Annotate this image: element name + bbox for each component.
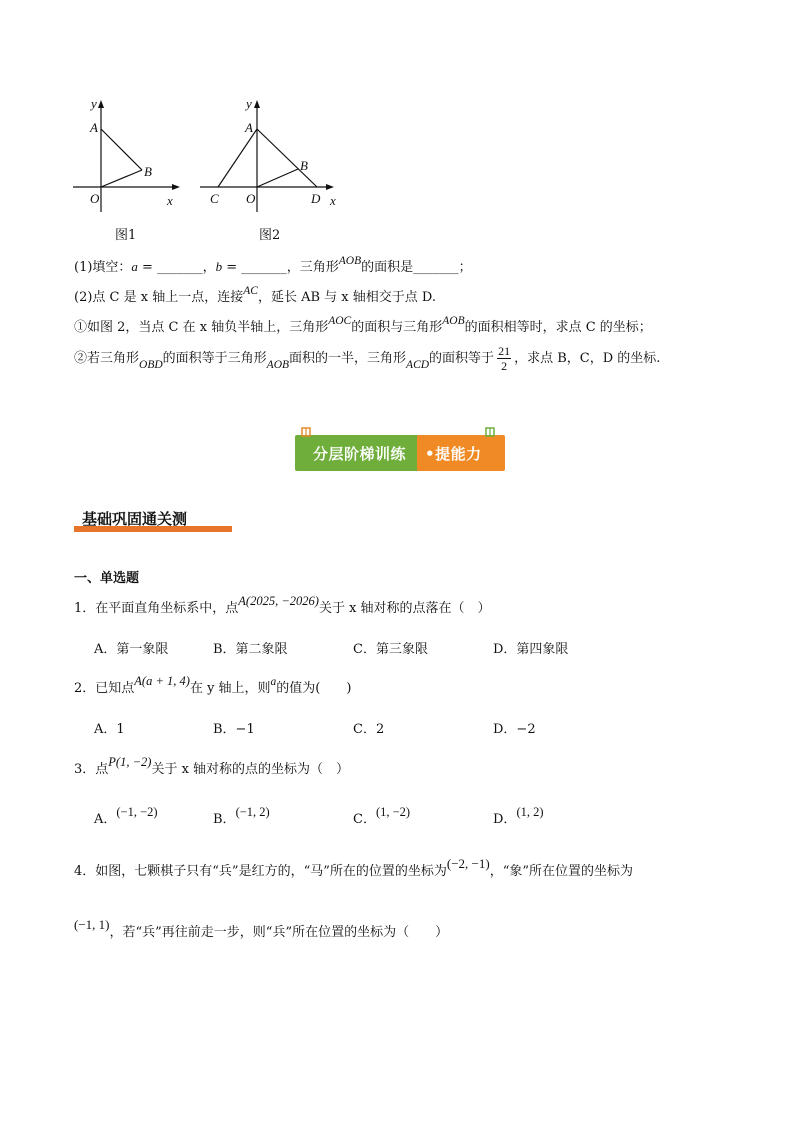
banner-left-text: 分层阶梯训练 — [313, 445, 407, 463]
question-4-line-2: (−1, 1)，若“兵”再往前走一步，则“兵”所在位置的坐标为（ ） — [74, 917, 449, 940]
q3-option-b[interactable]: B．(−1, 2) — [213, 805, 270, 827]
fig2-caption: 图2 — [259, 228, 281, 243]
banner-right-text: •提能力 — [425, 445, 482, 463]
fig1-label-o: O — [90, 191, 100, 206]
fig2-label-c: C — [210, 191, 219, 206]
fig1-label-x: x — [167, 193, 173, 208]
q2-option-c[interactable]: C．2 — [353, 722, 385, 737]
problem-part-2: (2)点 C 是 x 轴上一点，连接AC，延长 AB 与 x 轴相交于点 D. — [74, 285, 436, 305]
fig1-label-y: y — [91, 96, 97, 111]
problem-part-2-2: ②若三角形OBD的面积等于三角形AOB面积的一半，三角形ACD的面积等于 $\frac{21}{2}$ ，求点 B，C，D 的坐标. — [74, 344, 661, 373]
q2-option-d[interactable]: D．−2 — [493, 722, 536, 737]
clip-icon — [301, 427, 311, 437]
q3-option-d[interactable]: D．(1, 2) — [493, 805, 544, 827]
fig2-label-o: O — [246, 191, 256, 206]
question-4-line-1: 4．如图，七颗棋子只有“兵”是红方的，“马”所在的位置的坐标为(−2, −1)，“象”所在位置的坐标为 — [74, 856, 633, 879]
fig1-label-b: B — [144, 164, 152, 179]
clip-icon — [485, 427, 495, 437]
q1-option-d[interactable]: D．第四象限 — [493, 642, 569, 657]
fig2-label-y: y — [246, 96, 252, 111]
fig2-label-x: x — [330, 193, 336, 208]
problem-part-1: (1)填空：a = _______，b = _______，三角形AOB的面积是_______； — [74, 255, 472, 275]
fig2-label-b: B — [300, 158, 308, 173]
section-title: 基础巩固通关测 — [82, 510, 188, 528]
q2-option-a[interactable]: A．1 — [94, 722, 125, 737]
fig2-label-d: D — [311, 191, 321, 206]
q1-option-a[interactable]: A．第一象限 — [94, 642, 169, 657]
problem-part-2-1: ①如图 2，当点 C 在 x 轴负半轴上，三角形AOC的面积与三角形AOB的面积相等时，求点 C 的坐标； — [74, 315, 652, 335]
q1-option-c[interactable]: C．第三象限 — [353, 642, 428, 657]
question-2: 2．已知点A(a + 1, 4)在 y 轴上，则a的值为( ) — [74, 674, 352, 696]
fig1-caption: 图1 — [115, 228, 137, 243]
q2-option-b[interactable]: B．−1 — [213, 722, 255, 737]
question-3: 3．点P(1, −2)关于 x 轴对称的点的坐标为（ ） — [74, 755, 350, 777]
training-banner — [295, 433, 505, 471]
fig1-label-a: A — [90, 120, 98, 135]
q1-option-b[interactable]: B．第二象限 — [213, 642, 288, 657]
q3-option-a[interactable]: A．(−1, −2) — [94, 805, 158, 827]
fraction-21-over-2: $\frac{21}{2}$ — [498, 344, 511, 373]
section-subtitle: 一、单选题 — [74, 571, 140, 586]
q3-option-c[interactable]: C．(1, −2) — [353, 805, 411, 827]
fig2-label-a: A — [245, 120, 253, 135]
question-1: 1．在平面直角坐标系中，点A(2025, −2026)关于 x 轴对称的点落在（ ） — [74, 594, 491, 616]
